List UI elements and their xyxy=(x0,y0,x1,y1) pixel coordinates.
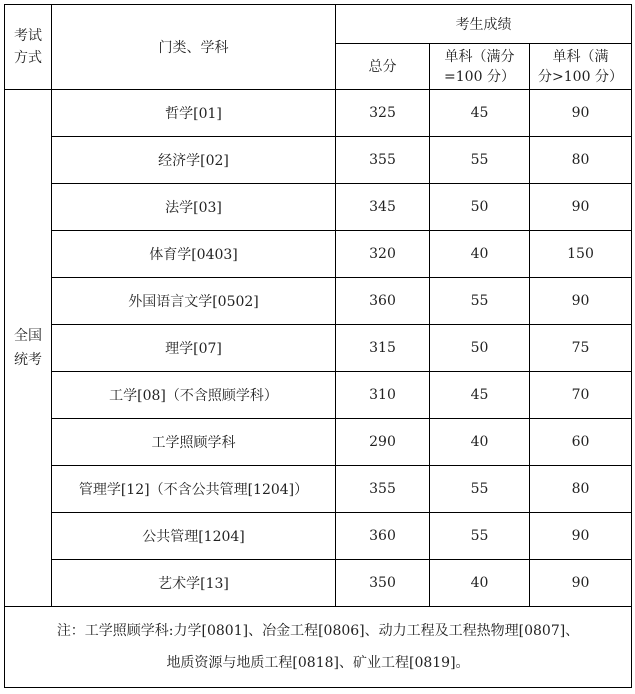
single-100-score-cell: 40 xyxy=(430,419,530,466)
single-gt100-score-cell: 150 xyxy=(530,231,632,278)
table-row xyxy=(5,231,632,278)
subject-cell: 法学[03] xyxy=(52,184,336,231)
total-score-cell: 355 xyxy=(336,137,430,184)
header-category: 门类、学科 xyxy=(52,5,336,90)
table-row xyxy=(5,184,632,231)
subject-cell: 体育学[0403] xyxy=(52,231,336,278)
subject-cell: 理学[07] xyxy=(52,325,336,372)
single-gt100-score-cell: 90 xyxy=(530,184,632,231)
header-single-gt100 xyxy=(530,44,632,90)
single-gt100-score-cell: 80 xyxy=(530,466,632,513)
total-score-cell: 360 xyxy=(336,513,430,560)
subject-cell: 工学[08]（不含照顾学科） xyxy=(52,372,336,419)
header-single-100-line2: =100 分） xyxy=(444,68,515,85)
table-row xyxy=(5,325,632,372)
header-exam-method xyxy=(5,5,52,90)
header-scores-group: 考生成绩 xyxy=(336,5,632,44)
subject-cell: 外国语言文学[0502] xyxy=(52,278,336,325)
table-row xyxy=(5,560,632,607)
single-100-score-cell: 50 xyxy=(430,325,530,372)
subject-cell: 管理学[12]（不含公共管理[1204]） xyxy=(52,466,336,513)
score-table xyxy=(4,4,632,688)
total-score-cell: 360 xyxy=(336,278,430,325)
single-100-score-cell: 55 xyxy=(430,278,530,325)
single-100-score-cell: 55 xyxy=(430,466,530,513)
subject-cell: 经济学[02] xyxy=(52,137,336,184)
exam-method-line1: 全国 xyxy=(14,328,42,344)
total-score-cell: 350 xyxy=(336,560,430,607)
footnote xyxy=(5,607,632,688)
exam-method-cell xyxy=(5,90,52,607)
total-score-cell: 320 xyxy=(336,231,430,278)
single-gt100-score-cell: 70 xyxy=(530,372,632,419)
footnote-line1: 注：工学照顾学科:力学[0801]、冶金工程[0806]、动力工程及工程热物理[0807]、 xyxy=(56,623,580,639)
total-score-cell: 290 xyxy=(336,419,430,466)
single-gt100-score-cell: 80 xyxy=(530,137,632,184)
subject-cell: 工学照顾学科 xyxy=(52,419,336,466)
footnote-line2: 地质资源与地质工程[0818]、矿业工程[0819]。 xyxy=(166,655,470,671)
total-score-cell: 325 xyxy=(336,90,430,137)
single-100-score-cell: 45 xyxy=(430,372,530,419)
single-gt100-score-cell: 75 xyxy=(530,325,632,372)
single-gt100-score-cell: 90 xyxy=(530,278,632,325)
total-score-cell: 355 xyxy=(336,466,430,513)
table-row xyxy=(5,90,632,137)
header-exam-method-line1: 考试 xyxy=(14,28,42,44)
table-row xyxy=(5,466,632,513)
total-score-cell: 315 xyxy=(336,325,430,372)
table-row xyxy=(5,372,632,419)
single-100-score-cell: 40 xyxy=(430,231,530,278)
single-gt100-score-cell: 90 xyxy=(530,90,632,137)
subject-cell: 艺术学[13] xyxy=(52,560,336,607)
single-100-score-cell: 55 xyxy=(430,513,530,560)
single-gt100-score-cell: 60 xyxy=(530,419,632,466)
header-single-gt100-line1: 单科（满 xyxy=(552,48,609,65)
header-single-100 xyxy=(430,44,530,90)
single-100-score-cell: 40 xyxy=(430,560,530,607)
header-single-100-line1: 单科（满分 xyxy=(444,48,515,65)
header-single-gt100-line2: 分>100 分） xyxy=(538,68,623,85)
subject-cell: 公共管理[1204] xyxy=(52,513,336,560)
table-row xyxy=(5,419,632,466)
single-100-score-cell: 50 xyxy=(430,184,530,231)
total-score-cell: 345 xyxy=(336,184,430,231)
single-100-score-cell: 45 xyxy=(430,90,530,137)
single-100-score-cell: 55 xyxy=(430,137,530,184)
exam-method-line2: 统考 xyxy=(14,352,42,368)
table-row xyxy=(5,513,632,560)
header-total: 总分 xyxy=(336,44,430,90)
total-score-cell: 310 xyxy=(336,372,430,419)
single-gt100-score-cell: 90 xyxy=(530,560,632,607)
table-row xyxy=(5,278,632,325)
table-row xyxy=(5,137,632,184)
single-gt100-score-cell: 90 xyxy=(530,513,632,560)
subject-cell: 哲学[01] xyxy=(52,90,336,137)
header-exam-method-line2: 方式 xyxy=(14,50,42,66)
